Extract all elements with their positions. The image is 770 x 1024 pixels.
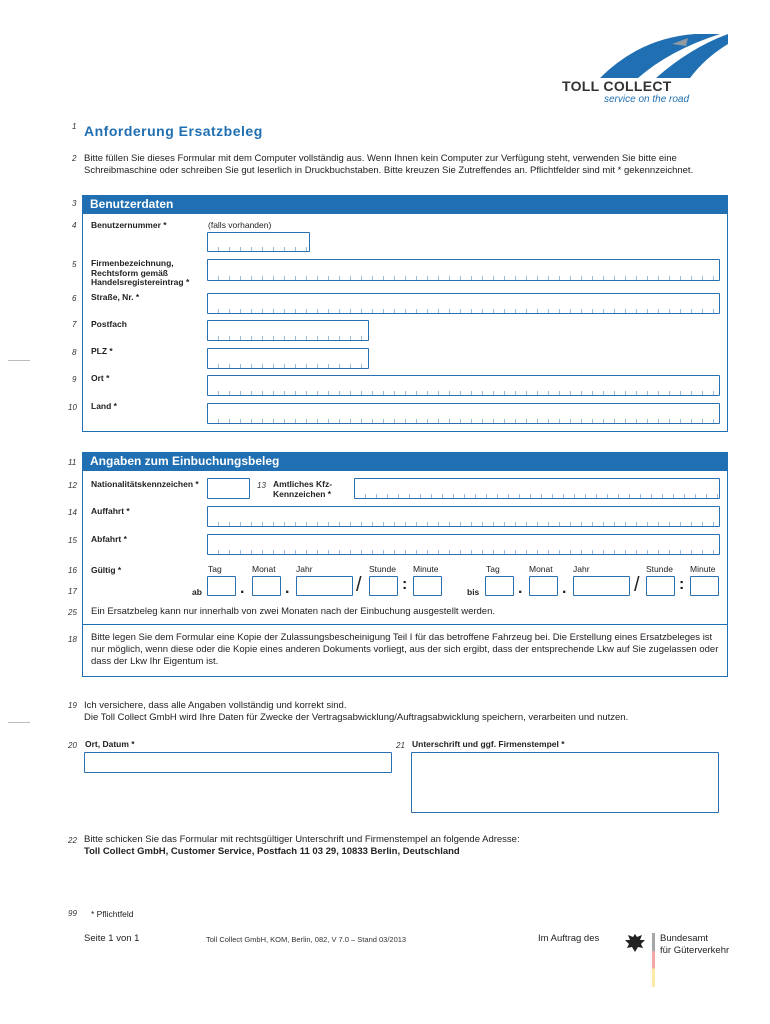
line-number: 99 bbox=[68, 909, 77, 918]
line-number: 6 bbox=[72, 294, 77, 303]
col-stunde-ab: Stunde bbox=[369, 564, 396, 574]
line-number: 11 bbox=[68, 458, 77, 467]
line-number: 1 bbox=[72, 122, 77, 131]
col-stunde-bis: Stunde bbox=[646, 564, 673, 574]
ab-tag-field[interactable] bbox=[207, 576, 236, 596]
strasse-label: Straße, Nr. * bbox=[91, 292, 140, 302]
address-line1: Bitte schicken Sie das Formular mit rechtsgültiger Unterschrift und Firmenstempel an folgende Adresse: bbox=[84, 834, 520, 845]
land-label: Land * bbox=[91, 401, 117, 411]
section-header-einbuchungsbeleg: Angaben zum Einbuchungsbeleg bbox=[82, 452, 728, 471]
kennzeichen-field[interactable] bbox=[354, 478, 720, 499]
bis-label: bis bbox=[467, 587, 480, 597]
bis-minute-field[interactable] bbox=[690, 576, 719, 596]
section-header-benutzerdaten: Benutzerdaten bbox=[82, 195, 728, 214]
doc-reference: Toll Collect GmbH, KOM, Berlin, 082, V 7.0 – Stand 03/2013 bbox=[206, 935, 407, 944]
nationalitaet-label: Nationalitätskennzeichen * bbox=[91, 479, 199, 489]
line-number: 22 bbox=[68, 836, 77, 845]
abfahrt-label: Abfahrt * bbox=[91, 534, 127, 544]
copy-text: Bitte legen Sie dem Formular eine Kopie der Zulassungsbescheinigung Teil I für das betroffene Fahrzeug bei. Die Erstellung eines Ersatzbeleges ist nur möglich, wenn diese oder die Kopie eines anderen Dokuments vorliegt, aus der sich ergibt, dass der entsprechende Lkw auf Sie zugelassen oder dass der Lkw Ihr Eigentum ist. bbox=[91, 632, 719, 667]
firma-label: Firmenbezeichnung, Rechtsform gemäß Handelsregistereintrag * bbox=[91, 258, 190, 287]
unterschrift-field[interactable] bbox=[411, 752, 719, 813]
fold-mark-bottom bbox=[8, 722, 30, 723]
declaration-line2: Die Toll Collect GmbH wird Ihre Daten für Zwecke der Vertragsabwicklung/Auftragsabwicklung speichern, verarbeiten und nutzen. bbox=[84, 712, 629, 723]
col-monat-ab: Monat bbox=[252, 564, 276, 574]
col-tag-bis: Tag bbox=[486, 564, 500, 574]
ort-label: Ort * bbox=[91, 373, 110, 383]
line-number: 4 bbox=[72, 221, 77, 230]
abfahrt-field[interactable] bbox=[207, 534, 720, 555]
auffahrt-field[interactable] bbox=[207, 506, 720, 527]
ab-monat-field[interactable] bbox=[252, 576, 281, 596]
line-number: 3 bbox=[72, 199, 77, 208]
declaration-line1: Ich versichere, dass alle Angaben vollständig und korrekt sind. bbox=[84, 700, 347, 711]
gueltig-label: Gültig * bbox=[91, 565, 122, 575]
col-minute-ab: Minute bbox=[413, 564, 439, 574]
postfach-label: Postfach bbox=[91, 319, 127, 329]
bis-monat-field[interactable] bbox=[529, 576, 558, 596]
line-number: 14 bbox=[68, 508, 77, 517]
ortdatum-field[interactable] bbox=[84, 752, 392, 773]
line-number: 12 bbox=[68, 481, 77, 490]
ort-field[interactable] bbox=[207, 375, 720, 396]
federal-eagle-icon bbox=[624, 932, 646, 954]
benutzernummer-field[interactable] bbox=[207, 232, 310, 252]
col-jahr-bis: Jahr bbox=[573, 564, 590, 574]
fold-mark-top bbox=[8, 360, 30, 361]
bis-colon: : bbox=[679, 576, 685, 593]
bis-stunde-field[interactable] bbox=[646, 576, 675, 596]
col-minute-bis: Minute bbox=[690, 564, 716, 574]
bis-jahr-field[interactable] bbox=[573, 576, 630, 596]
line-number: 16 bbox=[68, 566, 77, 575]
page-number: Seite 1 von 1 bbox=[84, 933, 140, 944]
firma-field[interactable] bbox=[207, 259, 720, 281]
plz-label: PLZ * bbox=[91, 346, 113, 356]
auftrag-text: Im Auftrag des bbox=[538, 933, 600, 944]
ab-colon: : bbox=[402, 576, 408, 593]
line-number: 18 bbox=[68, 635, 77, 644]
unterschrift-label: Unterschrift und ggf. Firmenstempel * bbox=[412, 739, 565, 749]
bis-dot-2: . bbox=[562, 580, 567, 597]
ortdatum-label: Ort, Datum * bbox=[85, 739, 135, 749]
section-panel-benutzerdaten bbox=[82, 214, 728, 432]
address-line2: Toll Collect GmbH, Customer Service, Postfach 11 03 29, 10833 Berlin, Deutschland bbox=[84, 846, 460, 857]
line-number: 13 bbox=[257, 481, 266, 490]
ab-dot-2: . bbox=[285, 580, 290, 597]
line-number: 5 bbox=[72, 260, 77, 269]
ab-label: ab bbox=[192, 587, 202, 597]
line-number: 20 bbox=[68, 741, 77, 750]
kennzeichen-label: Amtliches Kfz-Kennzeichen * bbox=[273, 479, 333, 499]
plz-field[interactable] bbox=[207, 348, 369, 369]
agency-line2: für Güterverkehr bbox=[660, 945, 730, 956]
line-number: 9 bbox=[72, 375, 77, 384]
line-number: 2 bbox=[72, 154, 77, 163]
col-tag-ab: Tag bbox=[208, 564, 222, 574]
agency-line1: Bundesamt bbox=[660, 933, 709, 944]
divider bbox=[83, 624, 727, 625]
bis-slash: / bbox=[634, 574, 640, 596]
line-number: 25 bbox=[68, 608, 77, 617]
logo-name: TOLL COLLECT bbox=[562, 78, 672, 94]
logo-swoosh-icon bbox=[560, 30, 730, 80]
footnote-text: * Pflichtfeld bbox=[91, 909, 134, 919]
col-monat-bis: Monat bbox=[529, 564, 553, 574]
note-text: Ein Ersatzbeleg kann nur innerhalb von zwei Monaten nach der Einbuchung ausgestellt werden. bbox=[91, 606, 496, 617]
intro-text: Bitte füllen Sie dieses Formular mit dem Computer vollständig aus. Wenn Ihnen kein Computer zur Verfügung steht, verwenden Sie bitte eine Schreibmaschine oder schreiben Sie gut leserlich in Druckbuchstaben. Bitte kreuzen Sie Zutreffendes an. Pflichtfelder sind mit * gekennzeichnet. bbox=[84, 153, 694, 176]
benutzernummer-hint: (falls vorhanden) bbox=[208, 220, 272, 230]
line-number: 8 bbox=[72, 348, 77, 357]
line-number: 7 bbox=[72, 320, 77, 329]
ab-stunde-field[interactable] bbox=[369, 576, 398, 596]
line-number: 19 bbox=[68, 701, 77, 710]
bis-dot-1: . bbox=[518, 580, 523, 597]
page-title: Anforderung Ersatzbeleg bbox=[84, 123, 263, 139]
land-field[interactable] bbox=[207, 403, 720, 424]
logo-tagline: service on the road bbox=[604, 94, 690, 105]
line-number: 15 bbox=[68, 536, 77, 545]
toll-collect-logo bbox=[560, 30, 730, 110]
flag-bar bbox=[652, 933, 655, 987]
nationalitaet-field[interactable] bbox=[207, 478, 250, 499]
col-jahr-ab: Jahr bbox=[296, 564, 313, 574]
line-number: 10 bbox=[68, 403, 77, 412]
auffahrt-label: Auffahrt * bbox=[91, 506, 130, 516]
bis-tag-field[interactable] bbox=[485, 576, 514, 596]
ab-slash: / bbox=[356, 574, 362, 596]
benutzernummer-label: Benutzernummer * bbox=[91, 220, 167, 230]
ab-minute-field[interactable] bbox=[413, 576, 442, 596]
line-number: 21 bbox=[396, 741, 405, 750]
ab-jahr-field[interactable] bbox=[296, 576, 353, 596]
ab-dot-1: . bbox=[240, 580, 245, 597]
line-number: 17 bbox=[68, 587, 77, 596]
strasse-field[interactable] bbox=[207, 293, 720, 314]
postfach-field[interactable] bbox=[207, 320, 369, 341]
